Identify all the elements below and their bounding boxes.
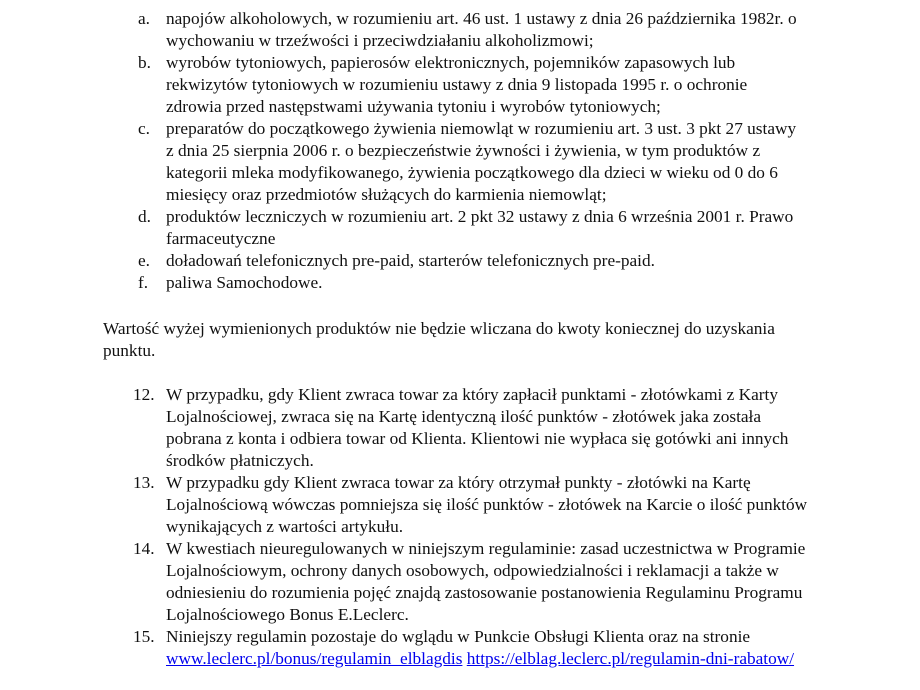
list-item-text: produktów leczniczych w rozumieniu art. 2 pkt 32 ustawy z dnia 6 września 2001 r. Prawo farmaceutyczne [166, 207, 794, 248]
list-item-text: napojów alkoholowych, w rozumieniu art. 46 ust. 1 ustawy z dnia 26 października 1982r. o wychowaniu w trzeźwości i przeciwdziałaniu alkoholizmowi; [166, 9, 797, 50]
list-item-text: wyrobów tytoniowych, papierosów elektronicznych, pojemników zapasowych lub rekwizytów tytoniowych w rozumieniu ustawy z dnia 9 listopada 1995 r. o ochronie zdrowia przed następstwami używania tytoniu i wyrobów tytoniowych; [166, 53, 748, 116]
rule-number: 13. [133, 473, 155, 492]
list-item [0, 52, 806, 118]
discount-days-regulation-link[interactable]: https://elblag.leclerc.pl/regulamin-dni-rabatow/ [466, 649, 795, 668]
list-item-text: paliwa Samochodowe. [166, 273, 323, 292]
list-marker: a. [138, 9, 150, 28]
rule-item-15 [0, 626, 816, 670]
list-marker: e. [138, 251, 150, 270]
list-marker: d. [138, 207, 151, 226]
list-item [0, 8, 806, 52]
rule-number: 15. [133, 627, 155, 646]
rule-number: 14. [133, 539, 155, 558]
list-marker: c. [138, 119, 150, 138]
numbered-rules-list [0, 384, 920, 670]
rule-item-14 [0, 538, 816, 626]
rule-text: W przypadku gdy Klient zwraca towar za który otrzymał punkty - złotówki na Kartę Lojalnościową wówczas pomniejsza się ilość punktów - złotówek na Karcie o ilość punktów wynikających z wartości artykułu. [166, 473, 808, 536]
excluded-products-list [0, 8, 920, 294]
list-item-text: doładowań telefonicznych pre-paid, starterów telefonicznych pre-paid. [166, 251, 655, 270]
rule-text: W kwestiach nieuregulowanych w niniejszym regulaminie: zasad uczestnictwa w Programie Lojalnościowym, ochrony danych osobowych, odpowiedzialności i reklamacji a także w odniesieniu do rozumienia pojęć znajdą zastosowanie postanowienia Regulaminu Programu Lojalnościowego Bonus E.Leclerc. [166, 539, 806, 624]
list-marker: f. [138, 273, 149, 292]
rule-item-13 [0, 472, 816, 538]
rule-number: 12. [133, 385, 155, 404]
rule-text: W przypadku, gdy Klient zwraca towar za który zapłacił punktami - złotówkami z Karty Lojalnościowej, zwraca się na Kartę identyczną ilość punktów - złotówek jaka została pobrana z konta i odbiera towar od Klienta. Klientowi nie wypłaca się gotówki ani innych środków płatniczych. [166, 385, 789, 470]
list-item-text: preparatów do początkowego żywienia niemowląt w rozumieniu art. 3 ust. 3 pkt 27 ustawy z dnia 25 sierpnia 2006 r. o bezpieczeństwie żywności i żywienia, w tym produktów z kategorii mleka modyfikowanego, żywienia początkowego dla dzieci w wieku od 0 do 6 miesięcy oraz przedmiotów służących do karmienia niemowląt; [166, 119, 797, 204]
list-marker: b. [138, 53, 151, 72]
rule-text: Niniejszy regulamin pozostaje do wglądu w Punkcie Obsługi Klienta oraz na stronie [166, 627, 751, 646]
list-item [0, 272, 806, 294]
exclusion-note: Wartość wyżej wymienionych produktów nie będzie wliczana do kwoty koniecznej do uzyskania punktu. [103, 319, 775, 360]
list-item [0, 118, 806, 206]
list-item [0, 206, 806, 250]
bonus-regulation-link[interactable]: www.leclerc.pl/bonus/regulamin_elblagdis [166, 649, 463, 668]
rule-item-12 [0, 384, 816, 472]
list-item [0, 250, 806, 272]
